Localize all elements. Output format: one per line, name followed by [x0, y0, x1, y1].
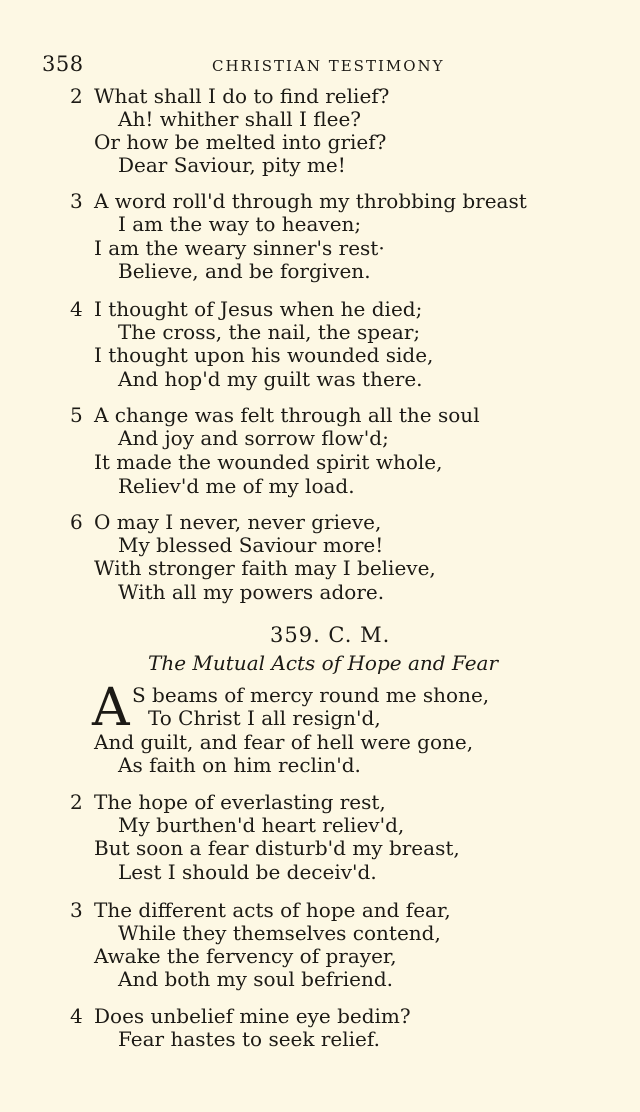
verse-line: O may I never, never grieve,	[94, 510, 382, 534]
stanza-number: 2	[70, 84, 83, 108]
running-head: CHRISTIAN TESTIMONY	[212, 57, 445, 75]
verse-line: Or how be melted into grief?	[94, 130, 387, 154]
stanza-number: 2	[70, 790, 83, 814]
stanza-number: 5	[70, 403, 83, 427]
verse-line: A word roll'd through my throbbing breast	[94, 189, 527, 213]
verse-line: The different acts of hope and fear,	[94, 898, 451, 922]
verse-line: I am the weary sinner's rest·	[94, 236, 385, 260]
verse-line: It made the wounded spirit whole,	[94, 450, 443, 474]
verse-line: But soon a fear disturb'd my breast,	[94, 836, 460, 860]
verse-line: I thought of Jesus when he died;	[94, 297, 423, 321]
stanza-number: 6	[70, 510, 83, 534]
verse-line: S beams of mercy round me shone,	[132, 683, 490, 707]
verse-line: A change was felt through all the soul	[94, 403, 480, 427]
verse-line: And guilt, and fear of hell were gone,	[94, 730, 474, 754]
verse-line: Ah! whither shall I flee?	[118, 107, 361, 131]
verse-line: And both my soul befriend.	[118, 967, 394, 991]
verse-line: Reliev'd me of my load.	[118, 474, 355, 498]
verse-line: I am the way to heaven;	[118, 212, 362, 236]
verse-line: Dear Saviour, pity me!	[118, 153, 346, 177]
verse-line: With stronger faith may I believe,	[94, 556, 436, 580]
verse-line: The hope of everlasting rest,	[94, 790, 386, 814]
verse-line: And hop'd my guilt was there.	[118, 367, 423, 391]
verse-line: As faith on him reclin'd.	[118, 753, 361, 777]
verse-line: My blessed Saviour more!	[118, 533, 384, 557]
verse-line: And joy and sorrow flow'd;	[118, 426, 389, 450]
verse-line: To Christ I all resign'd,	[148, 706, 381, 730]
stanza-number: 3	[70, 898, 83, 922]
page-number: 358	[42, 52, 84, 76]
verse-line: Does unbelief mine eye bedim?	[94, 1004, 411, 1028]
verse-line: I thought upon his wounded side,	[94, 343, 434, 367]
verse-line: Fear hastes to seek relief.	[118, 1027, 380, 1051]
hymn-title: The Mutual Acts of Hope and Fear	[148, 651, 499, 675]
drop-cap: A	[92, 678, 130, 738]
verse-line: What shall I do to find relief?	[94, 84, 390, 108]
verse-line: The cross, the nail, the spear;	[118, 320, 421, 344]
verse-line: With all my powers adore.	[118, 580, 385, 604]
verse-line: Awake the fervency of prayer,	[94, 944, 397, 968]
verse-line: While they themselves contend,	[118, 921, 441, 945]
verse-line: My burthen'd heart reliev'd,	[118, 813, 405, 837]
verse-line: Lest I should be deceiv'd.	[118, 860, 377, 884]
stanza-number: 4	[70, 1004, 83, 1028]
hymn-number-meter: 359. C. M.	[270, 623, 391, 647]
stanza-number: 3	[70, 189, 83, 213]
verse-line: Believe, and be forgiven.	[118, 259, 371, 283]
stanza-number: 4	[70, 297, 83, 321]
